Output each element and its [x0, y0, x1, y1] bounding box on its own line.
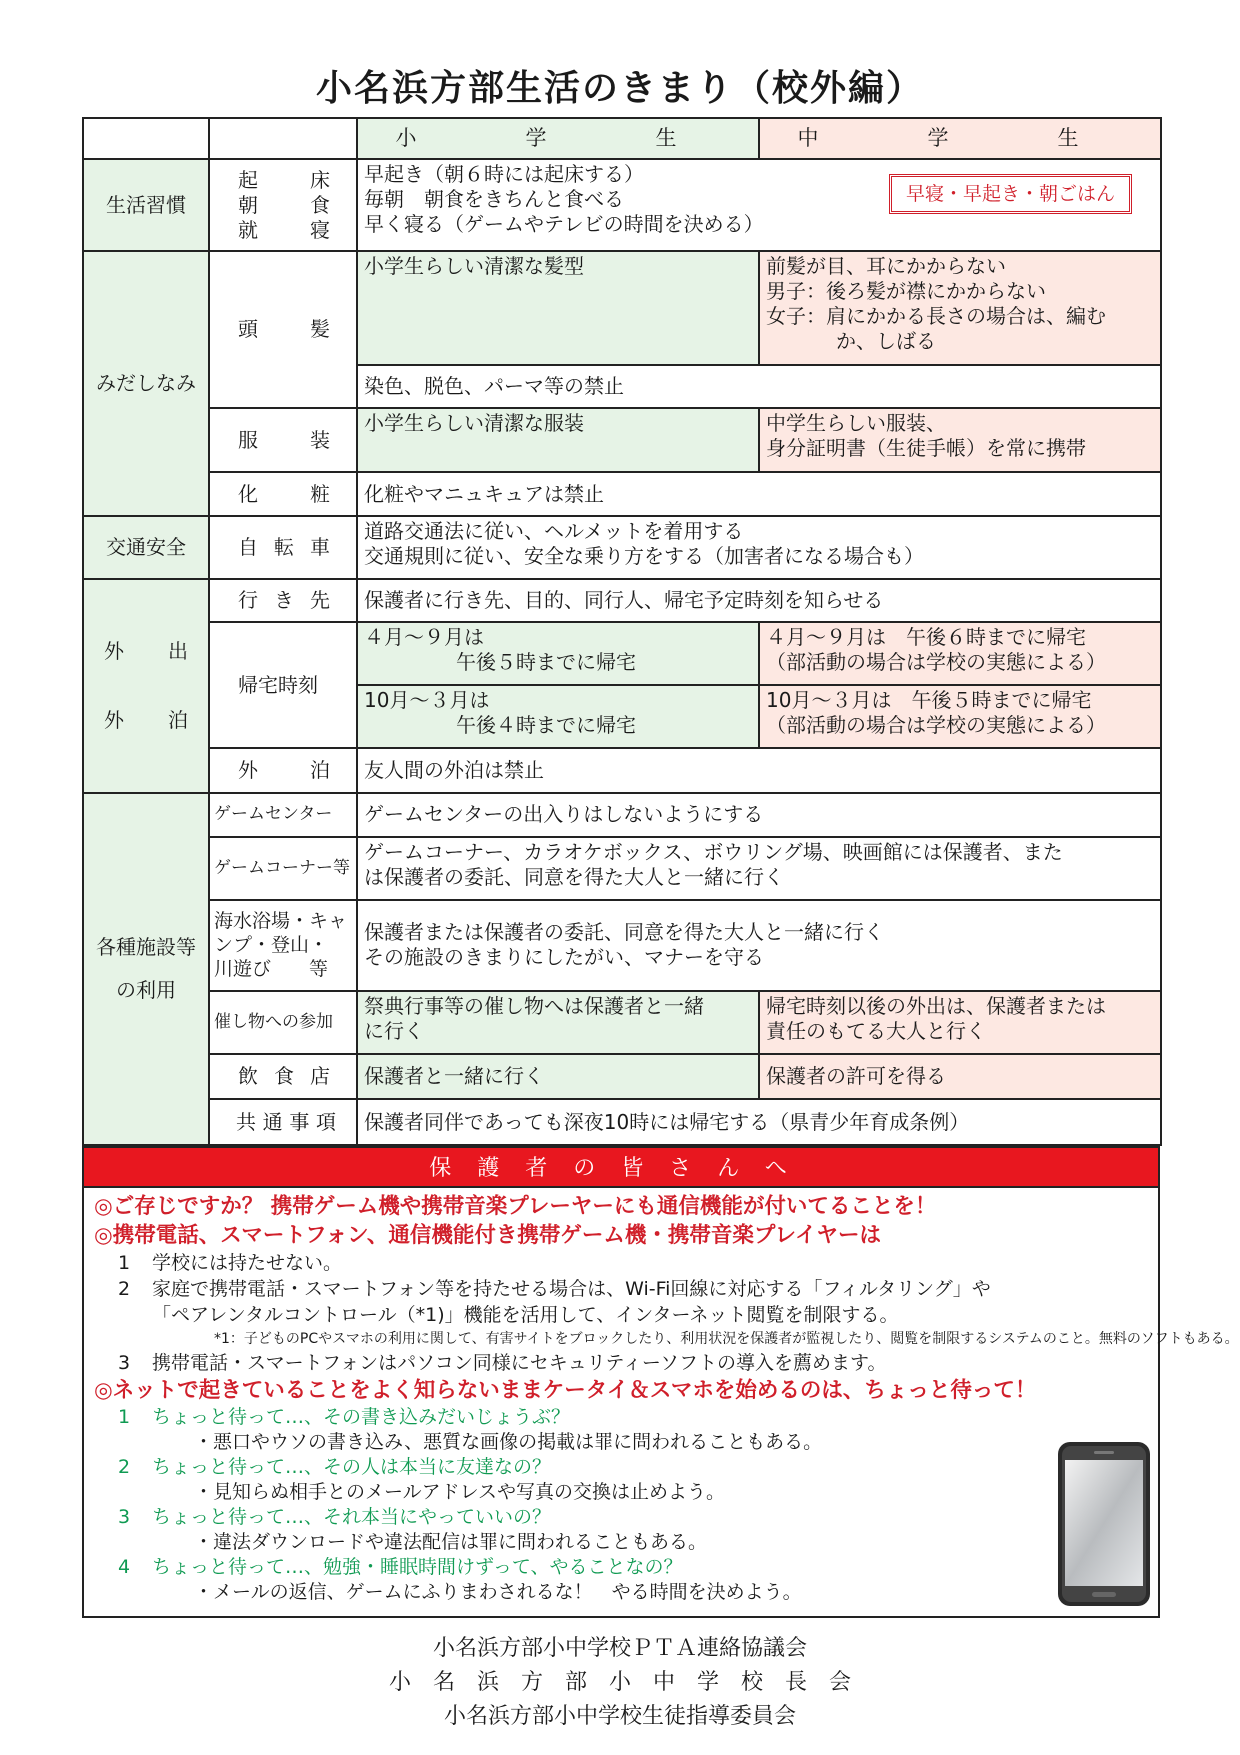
check-question: 2 ちょっと待って…、その人は本当に友達なの？ [118, 1456, 552, 1478]
clothes-elementary: 小学生らしい清潔な服装 [357, 408, 759, 472]
notice-section [82, 1188, 1239, 1618]
sub-common: 共通事項 [209, 1099, 357, 1145]
return-elementary-2: 10月～３月は 午後４時までに帰宅 [357, 685, 759, 748]
footer-line: 小名浜方部小中学校生徒指導委員会 [443, 1704, 796, 1729]
sub-clothes: 服装 [209, 408, 357, 472]
rules-table [82, 117, 1162, 1146]
check-answer: ・違法ダウンロードや違法配信は罪に問われることもある。 [194, 1531, 708, 1553]
check-question: 3 ちょっと待って…、それ本当にやっていいの？ [118, 1506, 552, 1528]
destination-rule: 保護者に行き先、目的、同行人、帰宅予定時刻を知らせる [357, 579, 1161, 622]
check-question: 1 ちょっと待って…、その書き込みだいじょうぶ？ [118, 1406, 571, 1428]
category-seikatsu: 生活習慣 [83, 159, 209, 251]
smartphone-icon [1056, 1440, 1152, 1608]
seikatsu-rules: 早起き（朝６時には起床する） 毎朝 朝食をきちんと食べる 早く寝る（ゲームやテレビの時間を決める） 早寝・早起き・朝ごはん [357, 159, 1161, 251]
sub-stay: 外泊 [209, 748, 357, 792]
stay-rule: 友人間の外泊は禁止 [357, 748, 1161, 792]
makeup-rule: 化粧やマニュキュアは禁止 [357, 472, 1161, 515]
footer-line: 小 名 浜 方 部 小 中 学 校 長 会 [388, 1670, 851, 1695]
return-elementary-1: ４月～９月は 午後５時までに帰宅 [357, 622, 759, 685]
check-answer: ・メールの返信、ゲームにふりまわされるな！ やる時間を決めよう。 [194, 1581, 802, 1603]
sub-makeup: 化粧 [209, 472, 357, 515]
common-rule: 保護者同伴であっても深夜10時には帰宅する（県青少年育成条例） [357, 1099, 1161, 1145]
events-elementary: 祭典行事等の催し物へは保護者と一緒 に行く [357, 991, 759, 1054]
sub-seikatsu: 起床 朝食 就寝 [209, 159, 357, 251]
game-center-rule: ゲームセンターの出入りはしないようにする [357, 793, 1161, 837]
notice-item: 2 家庭で携帯電話・スマートフォン等を持たせる場合は、Wi-Fi回線に対応する「フィルタリング」や 「ペアレンタルコントロール（*1)」機能を活用して、インターネット閲覧を制限する。 [118, 1278, 991, 1326]
sub-game-center: ゲームセンター [209, 793, 357, 837]
header-junior: 中 学 生 [759, 118, 1161, 159]
category-traffic: 交通安全 [83, 516, 209, 579]
sub-restaurant: 飲食店 [209, 1054, 357, 1099]
footnote: *1：子どものPCやスマホの利用に関して、有害サイトをブロックしたり、利用状況を保護者が監視したり、閲覧を制限するシステムのこと。無料のソフトもある。 [214, 1331, 1239, 1347]
sub-events: 催し物への参加 [209, 991, 357, 1054]
clothes-junior: 中学生らしい服装、 身分証明書（生徒手帳）を常に携帯 [759, 408, 1161, 472]
slogan-badge: 早寝・早起き・朝ごはん [889, 174, 1132, 214]
hair-elementary: 小学生らしい清潔な髪型 [357, 251, 759, 365]
notice-item: 3 携帯電話・スマートフォンはパソコン同様にセキュリティーソフトの導入を薦めます。 [118, 1352, 887, 1374]
return-junior-1: ４月～９月は 午後６時までに帰宅 （部活動の場合は学校の実態による） [759, 622, 1161, 685]
restaurant-junior: 保護者の許可を得る [759, 1054, 1161, 1099]
category-outing: 外 出 外 泊 [83, 579, 209, 793]
page-title: 小名浜方部生活のきまり（校外編） [315, 68, 924, 109]
game-corner-rule: ゲームコーナー、カラオケボックス、ボウリング場、映画館には保護者、また は保護者の委託、同意を得た大人と一緒に行く [357, 837, 1161, 900]
sub-game-corner: ゲームコーナー等 [209, 837, 357, 900]
sub-hair: 頭髪 [209, 251, 357, 408]
notice-heading-1: ◎ご存じですか？ 携帯ゲーム機や携帯音楽プレーヤーにも通信機能が付いてることを！ [94, 1194, 937, 1219]
events-junior: 帰宅時刻以後の外出は、保護者または 責任のもてる大人と行く [759, 991, 1161, 1054]
check-answer: ・見知らぬ相手とのメールアドレスや写真の交換は止めよう。 [194, 1481, 726, 1503]
notice-heading-3: ◎ネットで起きていることをよく知らないままケータイ＆スマホを始めるのは、ちょっと待って！ [94, 1378, 1037, 1403]
notice-heading: 保護者の皆さんへ [82, 1146, 1160, 1188]
sub-destination: 行き先 [209, 579, 357, 622]
return-junior-2: 10月～３月は 午後５時までに帰宅 （部活動の場合は学校の実態による） [759, 685, 1161, 748]
category-midashi: みだしなみ [83, 251, 209, 515]
header-elementary: 小 学 生 [357, 118, 759, 159]
footer-line: 小名浜方部小中学校ＰＴＡ連絡協議会 [432, 1636, 807, 1661]
notice-item: 1 学校には持たせない。 [118, 1252, 343, 1274]
sub-outdoor: 海水浴場・キャ ンプ・登山・ 川遊び 等 [209, 900, 357, 991]
footer-organizations [0, 1632, 1240, 1734]
category-facilities: 各種施設等 の利用 [83, 793, 209, 1145]
restaurant-elementary: 保護者と一緒に行く [357, 1054, 759, 1099]
hair-junior: 前髪が目、耳にかからない 男子：後ろ髪が襟にかからない 女子：肩にかかる長さの場合は、編む か、しばる [759, 251, 1161, 365]
traffic-rules: 道路交通法に従い、ヘルメットを着用する 交通規則に従い、安全な乗り方をする（加害者になる場合も） [357, 516, 1161, 579]
sub-bicycle: 自転車 [209, 516, 357, 579]
corner-cell [83, 118, 209, 159]
hair-both: 染色、脱色、パーマ等の禁止 [357, 365, 1161, 408]
outdoor-rules: 保護者または保護者の委託、同意を得た大人と一緒に行く その施設のきまりにしたがい、マナーを守る [357, 900, 1161, 991]
notice-heading-2: ◎携帯電話、スマートフォン、通信機能付き携帯ゲーム機・携帯音楽プレイヤーは [94, 1223, 881, 1248]
check-answer: ・悪口やウソの書き込み、悪質な画像の掲載は罪に問われることもある。 [194, 1431, 823, 1453]
sub-return-time: 帰宅時刻 [209, 622, 357, 748]
check-question: 4 ちょっと待って…、勉強・睡眠時間けずって、やることなの？ [118, 1556, 683, 1578]
